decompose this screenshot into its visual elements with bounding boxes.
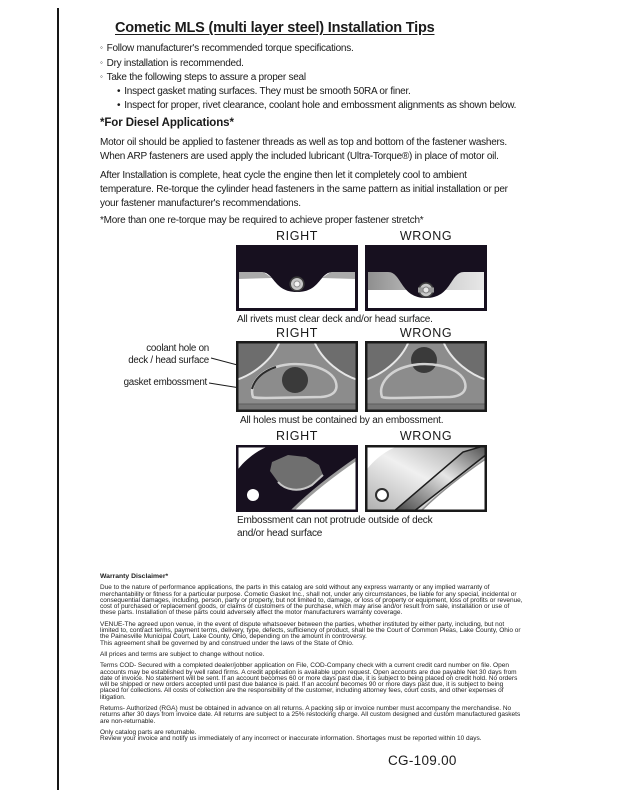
annotation-text: deck / head surface: [128, 354, 209, 366]
disclaimer-paragraph: All prices and terms are subject to change without notice.: [100, 650, 265, 658]
page-title: Cometic MLS (multi layer steel) Installation Tips: [115, 20, 435, 36]
embossment-right-label: RIGHT: [276, 429, 318, 443]
diesel-paragraph-1: Motor oil should be applied to fastener threads as well as top and bottom of the fastener washers. When ARP fasteners are used apply the included lubricant (Ultra-Torque®) in place of motor oil.: [100, 137, 507, 162]
embossment-wrong-label: WRONG: [399, 429, 453, 443]
list-item: [117, 85, 516, 99]
coolant-right-diagram: [236, 341, 358, 412]
rivet-wrong-diagram: [365, 245, 487, 311]
scan-artifact-line: [57, 8, 59, 790]
disclaimer-paragraph: Only catalog parts are returnable.: [100, 728, 197, 736]
list-item: [100, 56, 516, 71]
coolant-hole-annotation: [95, 343, 209, 366]
bullet-text: Dry installation is recommended.: [106, 57, 244, 69]
list-item: [100, 41, 516, 56]
circle-bullet-icon: ◦: [100, 57, 103, 67]
disclaimer-paragraph: Terms COD- Secured with a completed dealer/jobber application on File, COD-Company check with a current credit card number on file. Open accounts may be established by well rated firms. A credit application is available upon request. Open accounts are due payable Net 30 days from date of invoice. No statement will be sent. If an account becomes 60 or more days past due, it is subject to being placed on credit hold. No orders will be shipped or new orders accepted until past due balance is paid. If an account becomes 90 or more days past due, it is subject to being placed for collections. All costs of collection are the responsibility of the customer, including attorney fees, court costs, and other expenses of litigation.: [100, 662, 518, 701]
document-number: CG-109.00: [388, 753, 457, 768]
coolant-right-label: RIGHT: [276, 326, 318, 340]
list-item: [117, 99, 516, 113]
gasket-embossment-annotation: gasket embossment: [123, 377, 207, 388]
bullet-text: Inspect gasket mating surfaces. They must be smooth 50RA or finer.: [124, 86, 411, 98]
disclaimer-heading: Warranty Disclaimer*: [100, 573, 169, 580]
bullet-text: Take the following steps to assure a proper seal: [106, 72, 306, 84]
rivet-right-label: RIGHT: [276, 229, 318, 243]
retorque-note: *More than one re-torque may be required to achieve proper fastener stretch*: [100, 215, 424, 226]
caption-line: Embossment can not protrude outside of deck: [237, 515, 433, 526]
diesel-paragraph-2: After Installation is complete, heat cycle the engine then let it completely cool to ambient temperature. Re-torque the cylinder head fasteners in the same pattern as initial installation or per your fastener manufacturer's recommendations.: [100, 170, 508, 209]
coolant-wrong-label: WRONG: [399, 326, 453, 340]
diesel-section-heading: *For Diesel Applications*: [100, 117, 234, 129]
intro-bullet-list: [100, 41, 516, 113]
caption-line: and/or head surface: [237, 527, 323, 539]
list-item: [100, 70, 516, 85]
circle-bullet-icon: ◦: [100, 72, 103, 82]
bullet-text: Inspect for proper, rivet clearance, coolant hole and embossment alignments as shown below.: [124, 99, 517, 111]
warranty-disclaimer-section: [100, 574, 524, 743]
disclaimer-paragraph: VENUE-The agreed upon venue, in the event of dispute whatsoever between the parties, whether instituted by either party, including, but not limited to, contract terms, payment terms, delivery, type, defects, sufficiency of product, shall be the Court of Common Pleas, Lake County, Ohio or the Painesville Municipal Court, Lake County, Ohio, depending on the amount in controversy.: [100, 620, 521, 641]
circle-bullet-icon: ◦: [100, 43, 103, 52]
dot-bullet-icon: •: [117, 86, 121, 98]
disclaimer-paragraph: This agreement shall be governed by and construed under the laws of the State of Ohio.: [100, 639, 354, 647]
rivet-wrong-label: WRONG: [399, 229, 453, 243]
rivet-caption: All rivets must clear deck and/or head surface.: [237, 314, 433, 325]
coolant-wrong-diagram: [365, 341, 487, 412]
disclaimer-paragraph: Review your invoice and notify us immediately of any incorrect or inaccurate information. Shortages must be reported within 10 days.: [100, 735, 482, 743]
embossment-wrong-diagram: [365, 445, 487, 512]
disclaimer-paragraph: Returns- Authorized (RGA) must be obtained in advance on all returns. A packing slip or invoice number must accompany the merchandise. No returns after 30 days from invoice date. All returns are subject to a 25% restocking charge. All custom designed and custom manufactured gaskets are non-returnable.: [100, 705, 521, 725]
embossment-caption: [237, 515, 432, 540]
coolant-caption: All holes must be contained by an embossment.: [240, 415, 444, 426]
annotation-text: coolant hole on: [146, 343, 209, 354]
rivet-right-diagram: [236, 245, 358, 311]
disclaimer-paragraph: Due to the nature of performance applications, the parts in this catalog are sold without any express warranty or any implied warranty of merchantability or fitness for a particular purpose. Cometic Gasket Inc., shall not, under any circumstances, be liable for any special, incidental or consequential damages, including, person, party or property, but not limited to, damage, or loss of property or equipment, loss of profits or revenue, cost of purchased or replacement goods, or claims of customers of the purchase, which may arise and/or result from sale, installation or use of these parts. Installation of these parts could adversely affect the motor manufacturers warranty coverage.: [100, 584, 523, 617]
dot-bullet-icon: •: [117, 99, 121, 111]
embossment-right-diagram: [236, 445, 358, 512]
bullet-text: Follow manufacturer's recommended torque specifications.: [106, 43, 354, 54]
